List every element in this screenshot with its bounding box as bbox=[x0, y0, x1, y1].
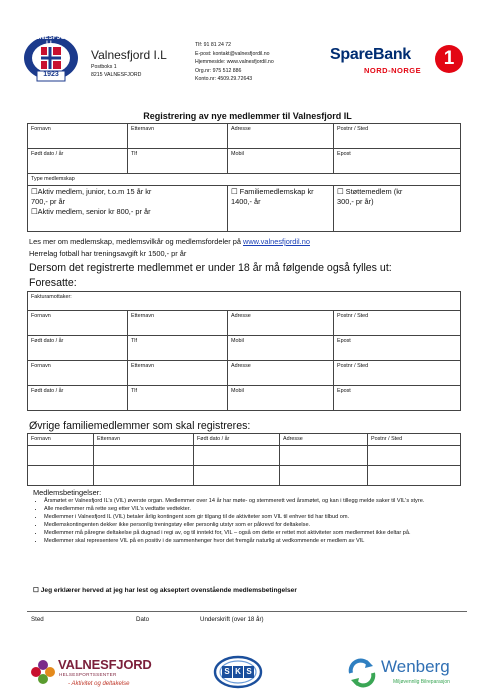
field-label: Tlf bbox=[131, 151, 137, 157]
guardian1-firstname-field[interactable] bbox=[28, 311, 128, 336]
guardian-table bbox=[27, 291, 461, 411]
field-label: Født dato / år bbox=[31, 151, 64, 157]
guardian2-mobile-field[interactable] bbox=[228, 386, 334, 411]
option-active-senior[interactable]: ☐Aktiv medlem, senior kr 800,- pr år bbox=[31, 207, 151, 217]
guardian1-birthdate-field[interactable] bbox=[28, 336, 128, 361]
field-label: Postnr / Sted bbox=[337, 126, 369, 132]
member-mobile-field[interactable] bbox=[228, 149, 334, 174]
family-col-address: Adresse bbox=[280, 434, 368, 446]
guardian2-phone-field[interactable] bbox=[128, 386, 228, 411]
football-fee-text: Herrelag fotball har treningsavgift kr 1500,- pr år bbox=[29, 249, 187, 258]
field-label: Epost bbox=[337, 388, 351, 394]
option-support[interactable]: ☐ Støttemedlem (kr 300,- pr år) bbox=[337, 186, 403, 206]
family1-birthdate-field[interactable] bbox=[194, 445, 280, 465]
field-label: Epost bbox=[337, 151, 351, 157]
field-label: Etternavn bbox=[131, 363, 155, 369]
family1-lastname-field[interactable] bbox=[94, 445, 194, 465]
field-label: Mobil bbox=[231, 388, 244, 394]
member-birthdate-field[interactable] bbox=[28, 149, 128, 174]
sks-letter-s2: S bbox=[246, 667, 252, 676]
list-item: • Medlemmer må påregne deltakelse på dugnad i regi av, og til inntekt for, VIL – også om dette er rettet mot aktiviteter som medlemmet ikke deltar på. bbox=[44, 530, 462, 537]
member-lastname-field[interactable] bbox=[128, 124, 228, 149]
flower-icon bbox=[30, 659, 56, 685]
family-col-lastname: Etternavn bbox=[94, 434, 194, 446]
member-firstname-field[interactable] bbox=[28, 124, 128, 149]
club-address-line1: Postboks 1 bbox=[91, 64, 117, 70]
club-address-line2: 8215 VALNESFJORD bbox=[91, 72, 142, 78]
sparebank-logo bbox=[330, 46, 470, 82]
contact-org-number: Org.nr: 975 512 886 bbox=[195, 67, 242, 74]
field-label: Tlf bbox=[131, 388, 137, 394]
valnesfjord-helsesport-logo bbox=[30, 655, 170, 693]
guardian2-firstname-field[interactable] bbox=[28, 361, 128, 386]
more-info-text bbox=[29, 237, 469, 246]
list-item: • Medlemmer i Valnesfjord IL (VIL) betaler årlig kontingent som gir tilgang til de aktiviteter som VIL til enhver tid har tilbud om. bbox=[44, 514, 462, 521]
form-title: Registrering av nye medlemmer til Valnesfjord IL bbox=[143, 111, 352, 121]
field-label: Fornavn bbox=[31, 313, 51, 319]
guardian2-email-field[interactable] bbox=[334, 386, 461, 411]
table-row bbox=[28, 445, 461, 465]
logo1-tag: - Aktivitet og deltakelse bbox=[68, 681, 130, 687]
member-address-field[interactable] bbox=[228, 124, 334, 149]
guardian2-lastname-field[interactable] bbox=[128, 361, 228, 386]
field-label: Fornavn bbox=[31, 126, 51, 132]
member-table bbox=[27, 123, 461, 232]
family2-postcode-field[interactable] bbox=[368, 465, 461, 485]
signature-place: Sted bbox=[31, 616, 44, 623]
field-label: Etternavn bbox=[131, 126, 155, 132]
family2-firstname-field[interactable] bbox=[28, 465, 94, 485]
terms-declaration-checkbox[interactable]: ☐ Jeg erklærer herved at jeg har lest og akseptert ovenstående medlemsbetingelser bbox=[33, 587, 297, 594]
logo1-sub: HELSESPORTSSENTER bbox=[59, 672, 117, 677]
sparebank-name: SpareBank bbox=[330, 46, 411, 63]
contact-account-number: Konto.nr: 4509.29.72643 bbox=[195, 76, 253, 83]
contact-email: E-post: kontakt@valnesfjordil.no bbox=[195, 50, 270, 57]
sparebank-subtitle: NORD-NORGE bbox=[364, 66, 422, 75]
sparebank-number-icon: 1 bbox=[435, 45, 463, 73]
guardian2-postcode-field[interactable] bbox=[334, 361, 461, 386]
field-label: Etternavn bbox=[131, 313, 155, 319]
signature-date: Dato bbox=[136, 616, 150, 623]
membership-options-active bbox=[28, 185, 228, 231]
family1-firstname-field[interactable] bbox=[28, 445, 94, 465]
field-label: Adresse bbox=[231, 363, 251, 369]
sks-letter-s1: S bbox=[224, 667, 230, 676]
guardian1-mobile-field[interactable] bbox=[228, 336, 334, 361]
guardian1-address-field[interactable] bbox=[228, 311, 334, 336]
family-heading: Øvrige familiemedlemmer som skal registreres: bbox=[29, 420, 251, 432]
field-label: Tlf bbox=[131, 338, 137, 344]
family-col-birthdate: Født dato / år bbox=[194, 434, 280, 446]
guardian-subheading: Foresatte: bbox=[29, 277, 77, 289]
sks-logo bbox=[213, 655, 263, 689]
invoice-recipient-field[interactable] bbox=[28, 292, 461, 311]
signature-line bbox=[27, 611, 467, 612]
family2-lastname-field[interactable] bbox=[94, 465, 194, 485]
family1-postcode-field[interactable] bbox=[368, 445, 461, 465]
more-info-prefix: Les mer om medlemskap, medlemsvilkår og medlemsfordeler på bbox=[29, 237, 243, 246]
signature-label: Underskrift (over 18 år) bbox=[200, 616, 264, 623]
field-label: Mobil bbox=[231, 151, 244, 157]
sks-letter-k: K bbox=[235, 667, 241, 676]
contact-block bbox=[195, 41, 320, 84]
wenberg-arrows-icon bbox=[345, 657, 379, 689]
option-family[interactable]: ☐ Familiemedlemskap kr 1400,- år bbox=[231, 186, 314, 206]
family2-birthdate-field[interactable] bbox=[194, 465, 280, 485]
guardian1-postcode-field[interactable] bbox=[334, 311, 461, 336]
guardian2-birthdate-field[interactable] bbox=[28, 386, 128, 411]
guardian2-address-field[interactable] bbox=[228, 361, 334, 386]
field-label: Adresse bbox=[231, 126, 251, 132]
list-item: • Medlemmer skal representere VIL på en positiv i de sammenhenger hvor det fremgår naturlig at vedkommende er medlem av VIL bbox=[44, 538, 462, 545]
wenberg-name: Wenberg bbox=[381, 657, 450, 676]
member-postcode-field[interactable] bbox=[334, 124, 461, 149]
field-label: Postnr / Sted bbox=[337, 363, 369, 369]
sks-letters bbox=[222, 667, 254, 676]
wenberg-sub: Miljøvennlig Bilreparasjon bbox=[393, 679, 450, 685]
guardian1-lastname-field[interactable] bbox=[128, 311, 228, 336]
field-label: Mobil bbox=[231, 338, 244, 344]
logo1-name: VALNESFJORD bbox=[58, 657, 152, 672]
contact-website: Hjemmeside: www.valnesfjordil.no bbox=[195, 59, 274, 66]
option-active-junior[interactable]: ☐Aktiv medlem, junior, t.o.m 15 år kr 700,- pr år bbox=[31, 186, 152, 206]
terms-heading: Medlemsbetingelser: bbox=[33, 488, 102, 497]
table-row bbox=[28, 465, 461, 485]
list-item: • Medlemskontingenten dekker ikke personlig treningstøy eller personlig utstyr som er påkrevd for deltakelse. bbox=[44, 522, 462, 529]
field-label: Adresse bbox=[231, 313, 251, 319]
field-label: Født dato / år bbox=[31, 388, 64, 394]
member-phone-field[interactable] bbox=[128, 149, 228, 174]
contact-phone: Tlf: 91 81 24 72 bbox=[195, 42, 232, 48]
club-name: Valnesfjord I.L bbox=[91, 48, 167, 62]
family-table bbox=[27, 433, 461, 486]
list-item: • Alle medlemmer må rette seg etter VIL's vedtatte vedtekter. bbox=[44, 506, 462, 513]
membership-type-label: Type medlemskap bbox=[28, 174, 461, 186]
family1-address-field[interactable] bbox=[280, 445, 368, 465]
field-label: Epost bbox=[337, 338, 351, 344]
wenberg-logo bbox=[345, 657, 470, 691]
family-col-postcode: Postnr / Sted bbox=[368, 434, 461, 446]
membership-option-cell-support bbox=[334, 185, 461, 231]
membership-option-cell-family bbox=[228, 185, 334, 231]
crest-year: 1923 bbox=[43, 71, 59, 78]
family-col-firstname: Fornavn bbox=[28, 434, 94, 446]
field-label: Fornavn bbox=[31, 363, 51, 369]
field-label: Fakturamottaker: bbox=[31, 294, 72, 300]
website-link[interactable]: www.valnesfjordil.no bbox=[243, 237, 310, 246]
list-item: • Årsmøtet er Valnesfjord IL's (VIL) øverste organ. Medlemmer over 14 år har møte- og stemmerett ved årsmøtet, og kan i tillegg melde saker til VIL's styre. bbox=[44, 498, 462, 505]
family2-address-field[interactable] bbox=[280, 465, 368, 485]
guardian-heading: Dersom det registrerte medlemmet er under 18 år må følgende også fylles ut: bbox=[29, 262, 392, 274]
field-label: Postnr / Sted bbox=[337, 313, 369, 319]
crest-ring-text: VALNESFJORD I.L. bbox=[27, 35, 75, 47]
guardian1-email-field[interactable] bbox=[334, 336, 461, 361]
terms-list bbox=[30, 498, 462, 546]
guardian1-phone-field[interactable] bbox=[128, 336, 228, 361]
field-label: Født dato / år bbox=[31, 338, 64, 344]
member-email-field[interactable] bbox=[334, 149, 461, 174]
